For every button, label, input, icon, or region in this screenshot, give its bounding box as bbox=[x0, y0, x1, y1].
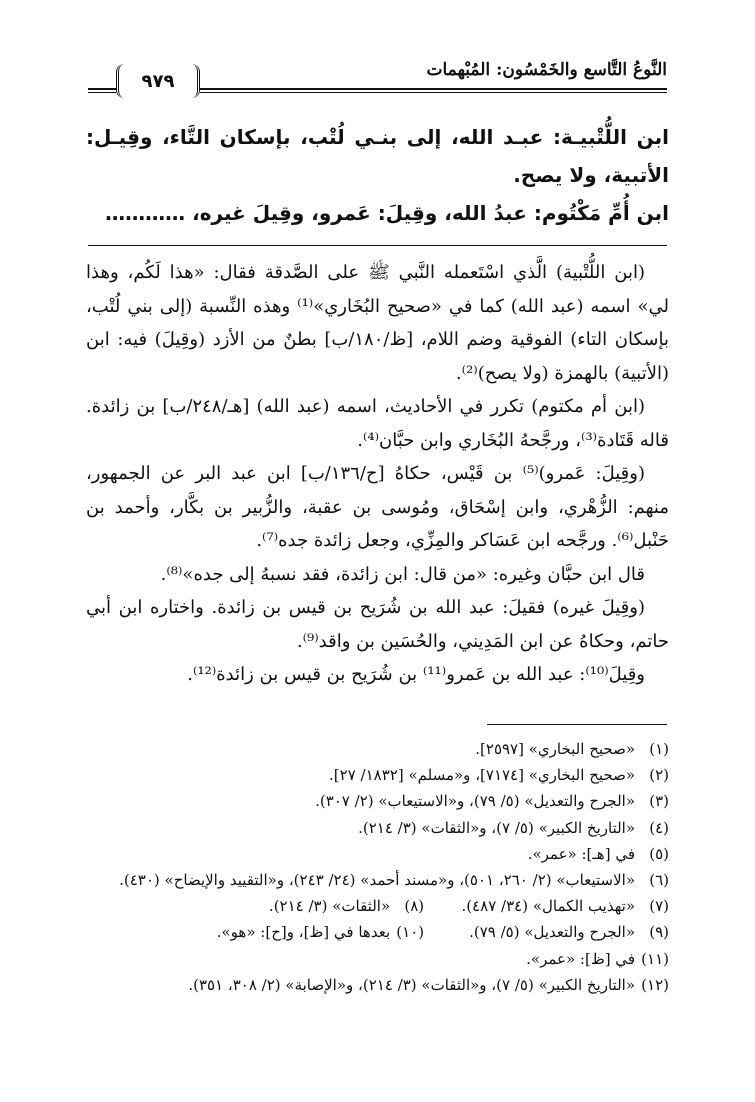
footnote-text: في [ظ]: «عمر». bbox=[526, 949, 635, 968]
footnote-text: «تهذيب الكمال» (٣٤/ ٤٨٧). bbox=[461, 897, 635, 916]
footnote-pair bbox=[86, 919, 669, 945]
footnote-number: (٨) bbox=[404, 897, 425, 916]
footnote-text: «الثقات» (٣/ ٢١٤). bbox=[268, 897, 391, 916]
footnote-pair bbox=[86, 893, 669, 919]
footnote-item bbox=[86, 788, 669, 814]
footnote-text: «الجرح والتعديل» (٥/ ٧٩)، و«الاستيعاب» (٢/ ٣٠٧). bbox=[315, 792, 635, 811]
footnote-number: (٢) bbox=[649, 766, 669, 785]
footnote-text: بعدها في [ظ]، و[ح]: «هو». bbox=[216, 923, 391, 942]
footnote-text: «صحيح البخاري» [٢٥٩٧]. bbox=[475, 740, 635, 758]
commentary-text bbox=[86, 256, 669, 692]
commentary-paragraph: وقِيلَ⁽¹⁰⁾: عبد الله بن عَمرو⁽¹¹⁾ بن شُرَيح بن قيس بن زائدة⁽¹²⁾. bbox=[187, 664, 645, 685]
footnote-item bbox=[86, 867, 669, 893]
running-header-title: النَّوعُ التَّاسع والخَمْسُون: المُبْهمات bbox=[426, 60, 667, 80]
footnote-number: (١٢) bbox=[641, 975, 669, 994]
page-number-ornament bbox=[116, 64, 200, 98]
footnote-item bbox=[424, 919, 669, 945]
footnote-text: «التاريخ الكبير» (٥/ ٧)، و«الثقات» (٣/ ٢١٤). bbox=[358, 818, 635, 837]
footnote-number: (٩) bbox=[649, 923, 669, 942]
matn-line: ابن اللُّتْبيـة: عبـد الله، إلى بنـي لُتْب، بإسكان التَّاء، وقِيـل: الأتبية، ولا يصح. bbox=[86, 125, 669, 187]
footnote-item bbox=[179, 919, 424, 945]
commentary-paragraph: (ابن أم مكتوم) تكرر في الأحاديث، اسمه (عبد الله) [هـ/٢٤٨/ب] بن زائدة. قاله قَتَادة⁽³⁾، ورجَّحهُ البُخَاري وابن حبَّان⁽⁴⁾. bbox=[86, 396, 669, 451]
footnote-number: (٦) bbox=[649, 871, 669, 890]
footnote-text: «صحيح البخاري» [٧١٧٤]، و«مسلم» [١٨٣٢/ ٢٧]. bbox=[329, 766, 635, 785]
matn-line bbox=[86, 194, 669, 232]
footnote-item bbox=[179, 893, 424, 919]
matn-dots: ………… bbox=[105, 201, 186, 225]
footnote-number: (٣) bbox=[649, 792, 669, 811]
footnote-number: (٧) bbox=[649, 897, 669, 916]
commentary-paragraph: (وقِيلَ غيره) فقيلَ: عبد الله بن شُرَيح بن قيس بن زائدة. واختاره ابن أبي حاتم، وحكاهُ عن ابن المَدِيني، والحُسَين بن واقد⁽⁹⁾. bbox=[86, 597, 669, 652]
footnote-rule bbox=[487, 724, 667, 725]
footnote-item bbox=[86, 736, 669, 762]
footnotes bbox=[86, 736, 669, 998]
matn-text bbox=[86, 118, 669, 232]
footnote-number: (١) bbox=[649, 740, 669, 758]
footnote-text: في [هـ]: «عمر». bbox=[527, 844, 635, 863]
matn-separator bbox=[88, 245, 667, 246]
footnote-number: (١٠) bbox=[396, 923, 425, 942]
commentary-paragraph: قال ابن حبَّان وغيره: «من قال: ابن زائدة، فقد نسبهُ إلى جده»⁽⁸⁾. bbox=[160, 563, 645, 585]
footnote-number: (١١) bbox=[641, 949, 669, 968]
commentary-paragraph: (ابن اللُّتْبية) الَّذي اسْتَعمله النَّبي ﷺ على الصَّدقة فقال: «هذا لَكُم، وهذا لي» اسمه (عبد الله) كما في «صحيح البُخَاري»⁽¹⁾ وهذه النِّسبة (إلى بني لُتْب، بإسكان التاء) الفوقية وضم اللام، [ظ/١٨٠/ب] بطنٌ من الأزد (وقِيلَ) فيه: ابن (الأتبية) بالهمزة (ولا يصح)⁽²⁾. bbox=[86, 262, 669, 384]
footnote-item bbox=[86, 841, 669, 867]
footnote-text: «الجرح والتعديل» (٥/ ٧٩). bbox=[469, 923, 635, 942]
footnote-text: «التاريخ الكبير» (٥/ ٧)، و«الثقات» (٣/ ٢١٤)، و«الإصابة» (٢/ ٣٠٨، ٣٥١). bbox=[188, 975, 635, 994]
footnote-item bbox=[86, 946, 669, 972]
page-number: ٩٧٩ bbox=[141, 70, 175, 92]
matn-line-text: ابن أُمِّ مَكْتُوم: عبدُ الله، وقِيلَ: عَمرو، وقِيلَ غيره، bbox=[192, 201, 669, 225]
footnote-item bbox=[86, 762, 669, 788]
footnote-item bbox=[86, 972, 669, 998]
footnote-item bbox=[86, 815, 669, 841]
footnote-item bbox=[424, 893, 669, 919]
footnote-number: (٥) bbox=[649, 844, 669, 863]
footnote-number: (٤) bbox=[649, 818, 669, 837]
commentary-paragraph: (وقِيلَ: عَمرو)⁽⁵⁾ بن قَيْس، حكاهُ [ح/١٣٦/ب] ابن عبد البر عن الجمهور، منهم: الزُّهْري، وابن إسْحَاق، ومُوسى بن عقبة، والزُّبير بن بكَّار، وأحمد بن حَنْبل⁽⁶⁾. ورجَّحه ابن عَسَاكر والمِزِّي، وجعل زائدة جده⁽⁷⁾. bbox=[86, 463, 669, 551]
footnote-text: «الاستيعاب» (٢/ ٢٦٠، ٥٠١)، و«مسند أحمد» (٢٤/ ٢٤٣)، و«التقييد والإيضاح» (٤٣٠). bbox=[119, 871, 635, 890]
